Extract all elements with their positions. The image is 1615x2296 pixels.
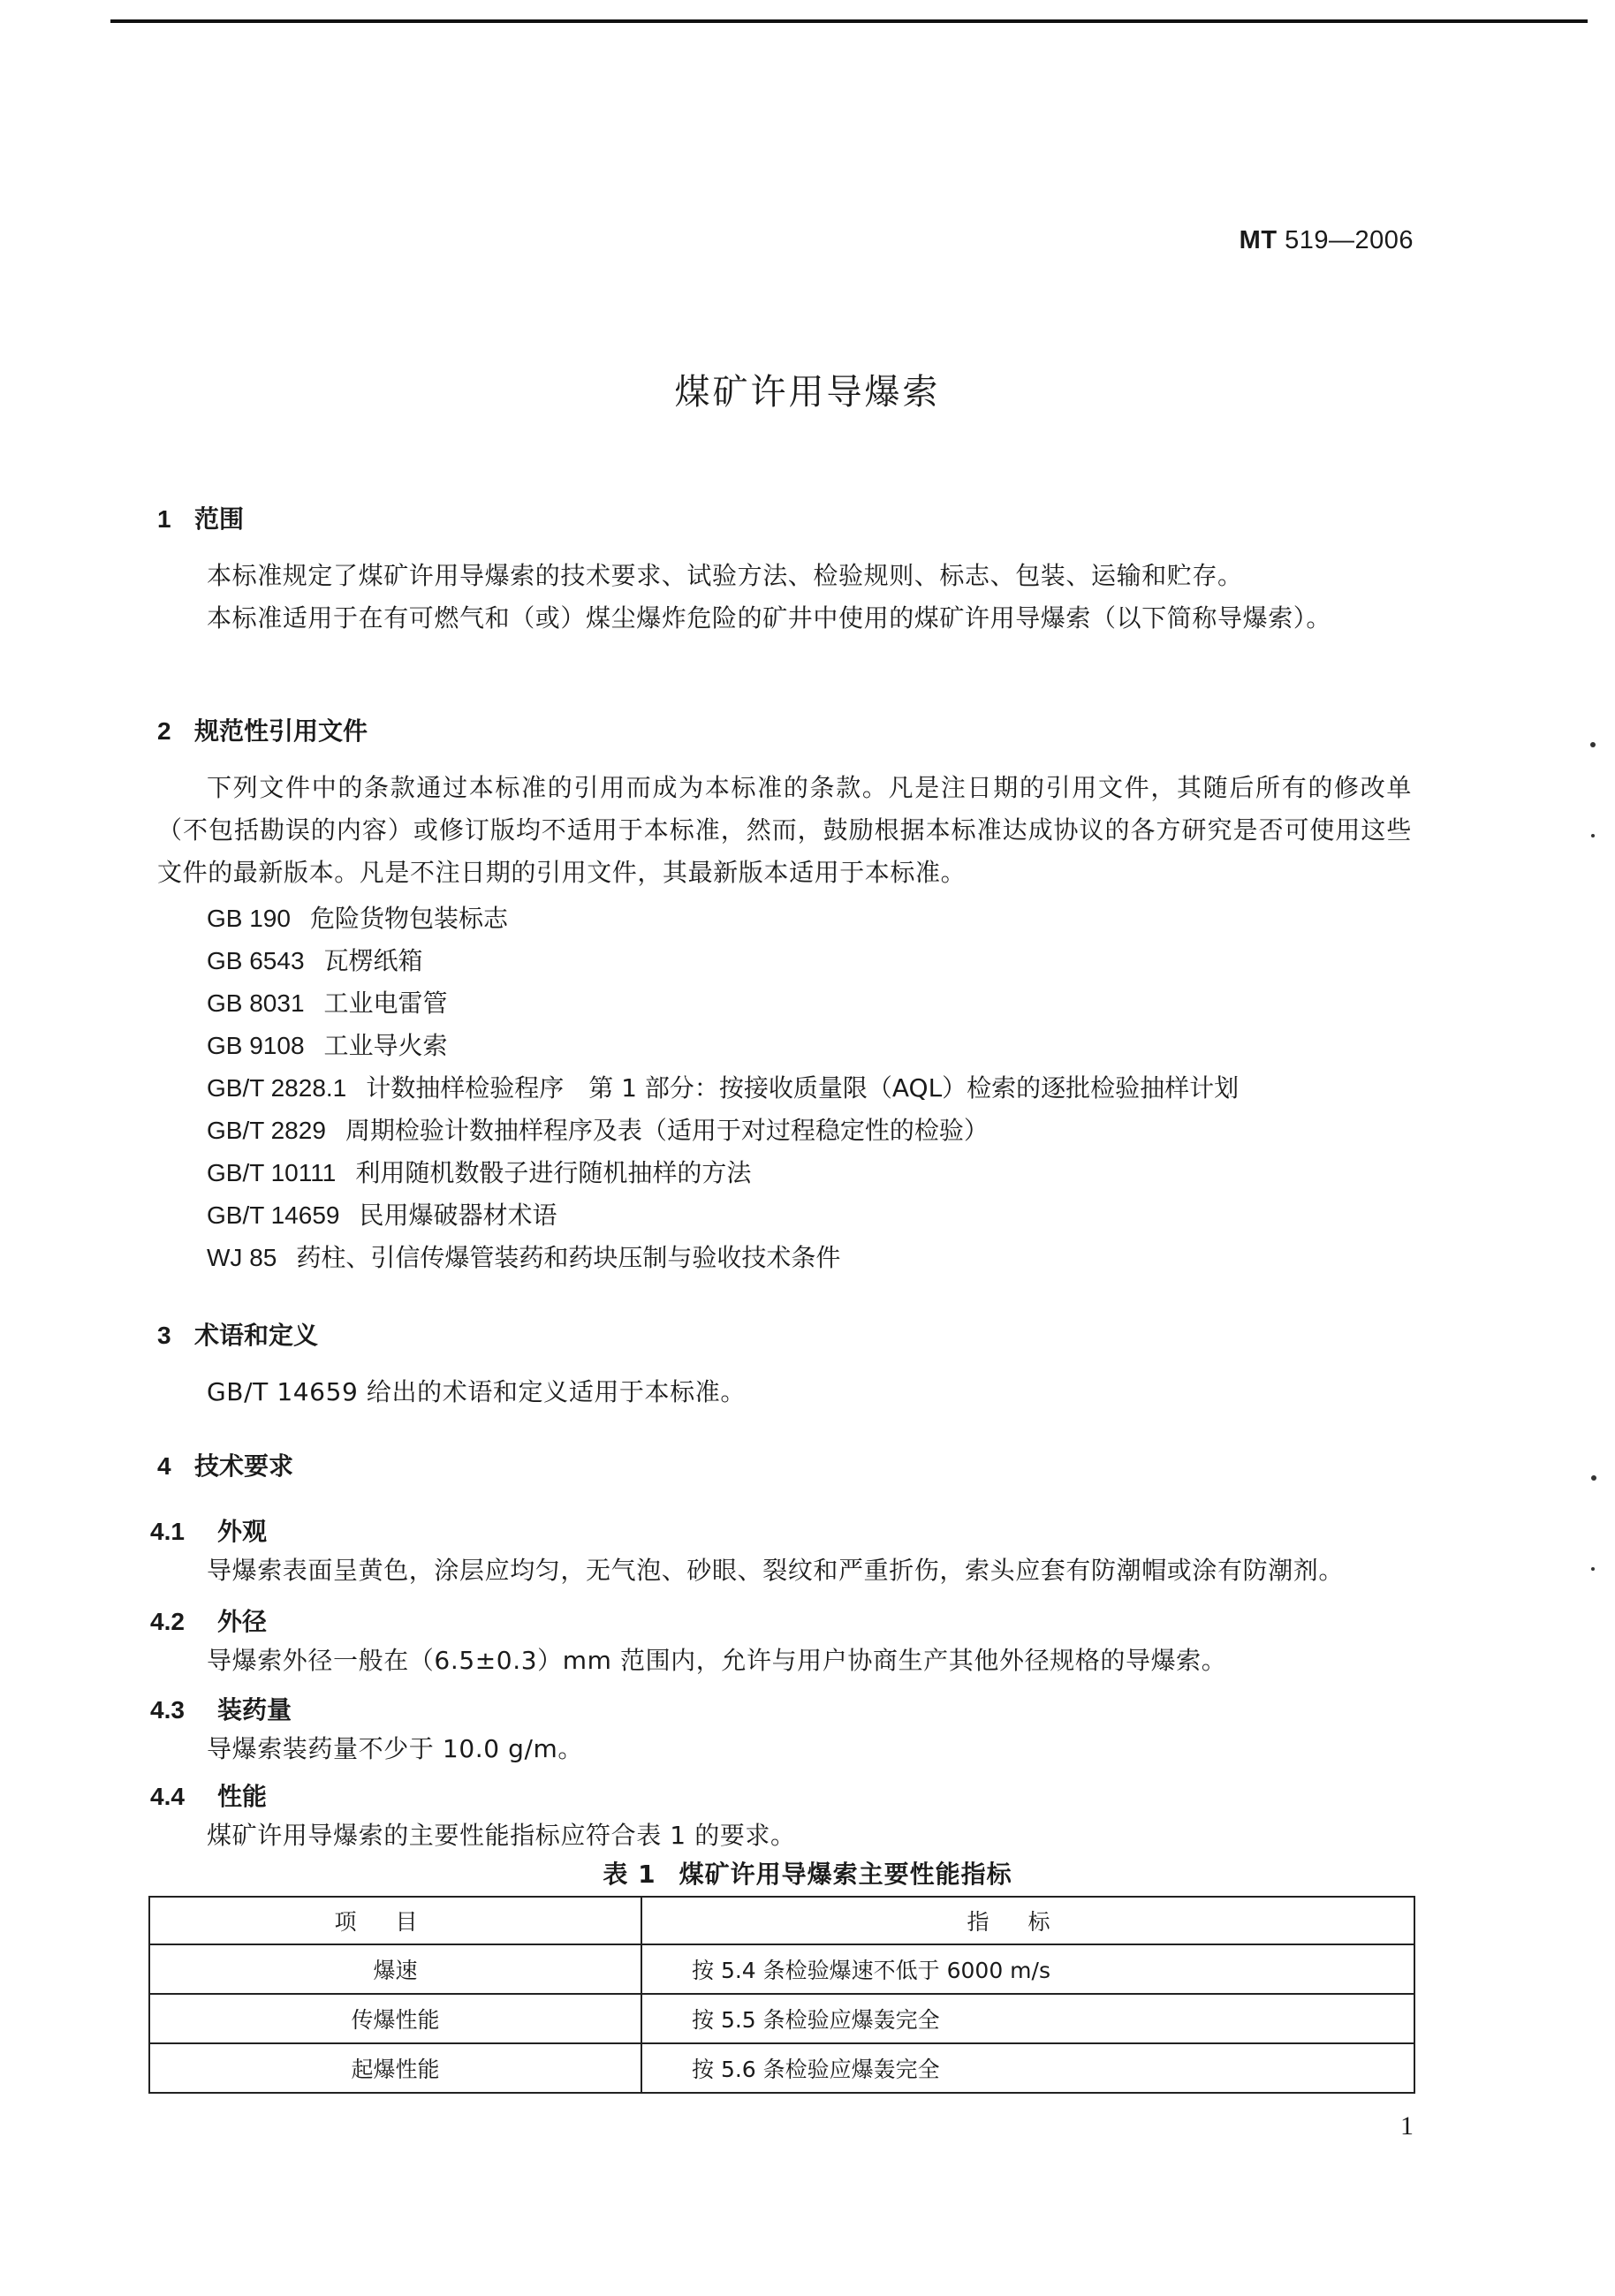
table-row <box>149 1944 1414 1994</box>
reference-item: GB/T 2828.1 计数抽样检验程序 第 1 部分：按接收质量限（AQL）检索的逐批检验抽样计划 <box>207 1073 1240 1103</box>
table-row <box>149 2043 1414 2093</box>
section-title: 术语和定义 <box>194 1321 319 1350</box>
row-item: 爆速 <box>149 1944 641 1994</box>
section-number: 3 <box>157 1322 171 1349</box>
reference-item: GB 9108 工业导火索 <box>207 1031 448 1060</box>
subsection-4-4-text: 煤矿许用导爆索的主要性能指标应符合表 1 的要求。 <box>207 1821 796 1850</box>
row-index: 按 5.6 条检验应爆轰完全 <box>641 2043 1414 2093</box>
subsection-4-2-heading: 4.2 外径 <box>150 1607 268 1636</box>
table-title: 煤矿许用导爆索主要性能指标 <box>679 1860 1012 1889</box>
reference-item: GB/T 14659 民用爆破器材术语 <box>207 1201 557 1230</box>
section-3-paragraph-1: GB/T 14659 给出的术语和定义适用于本标准。 <box>207 1377 746 1406</box>
row-index: 按 5.4 条检验爆速不低于 6000 m/s <box>641 1944 1414 1994</box>
reference-item: GB/T 10111 利用随机数骰子进行随机抽样的方法 <box>207 1158 752 1187</box>
section-3-heading <box>157 1316 318 1352</box>
subsection-4-3-text: 导爆索装药量不少于 10.0 g/m。 <box>207 1734 584 1763</box>
section-2-paragraph-1: 下列文件中的条款通过本标准的引用而成为本标准的条款。凡是注日期的引用文件，其随后所有的修改单（不包括勘误的内容）或修订版均不适用于本标准，然而，鼓励根据本标准达成协议的各方研究是否可使用这些文件的最新版本。凡是不注日期的引用文件，其最新版本适用于本标准。 <box>157 773 1412 887</box>
reference-item: GB 6543 瓦楞纸箱 <box>207 946 423 975</box>
scan-speck <box>1590 742 1596 747</box>
section-number: 2 <box>157 717 171 745</box>
scan-speck <box>1591 1567 1595 1571</box>
reference-item: WJ 85 药柱、引信传爆管装药和药块压制与验收技术条件 <box>207 1243 841 1272</box>
standard-number: 519—2006 <box>1285 226 1414 254</box>
section-1-paragraph-1: 本标准规定了煤矿许用导爆索的技术要求、试验方法、检验规则、标志、包装、运输和贮存。 <box>207 561 1243 590</box>
standard-prefix: MT <box>1239 226 1278 254</box>
section-number: 1 <box>157 505 171 533</box>
subsection-4-1-heading: 4.1 外观 <box>150 1517 268 1546</box>
subsection-4-4-heading: 4.4 性能 <box>150 1782 268 1811</box>
subsection-4-1-text: 导爆索表面呈黄色，涂层应均匀，无气泡、砂眼、裂纹和严重折伤，索头应套有防潮帽或涂有防潮剂。 <box>207 1556 1345 1585</box>
section-1-heading <box>157 500 244 535</box>
row-item: 传爆性能 <box>149 1994 641 2043</box>
header-rule <box>110 19 1588 23</box>
section-2-heading <box>157 712 368 747</box>
table-number: 表 1 <box>603 1860 656 1889</box>
document-title: 煤矿许用导爆索 <box>674 372 941 413</box>
row-index: 按 5.5 条检验应爆轰完全 <box>641 1994 1414 2043</box>
section-title: 范围 <box>194 504 245 534</box>
reference-item: GB 190 危险货物包装标志 <box>207 904 508 933</box>
scan-speck <box>1591 834 1595 837</box>
section-title: 规范性引用文件 <box>194 716 368 746</box>
subsection-4-2-text: 导爆索外径一般在（6.5±0.3）mm 范围内，允许与用户协商生产其他外径规格的导爆索。 <box>207 1646 1227 1675</box>
section-4-heading <box>157 1447 293 1482</box>
subsection-4-3-heading: 4.3 装药量 <box>150 1695 292 1724</box>
scan-speck <box>1591 1475 1596 1481</box>
section-1-paragraph-2: 本标准适用于在有可燃气和（或）煤尘爆炸危险的矿井中使用的煤矿许用导爆索（以下简称导爆索）。 <box>207 603 1332 633</box>
reference-item: GB/T 2829 周期检验计数抽样程序及表（适用于对过程稳定性的检验） <box>207 1116 989 1145</box>
section-title: 技术要求 <box>194 1451 294 1481</box>
performance-table <box>148 1896 1415 2094</box>
standard-code <box>1240 226 1414 255</box>
section-number: 4 <box>157 1452 171 1480</box>
table-header-row <box>149 1897 1414 1944</box>
page-number: 1 <box>1400 2111 1414 2141</box>
reference-item: GB 8031 工业电雷管 <box>207 989 448 1018</box>
column-header-index: 指标 <box>641 1897 1414 1944</box>
table-row <box>149 1994 1414 2043</box>
table-caption <box>0 1855 1615 1891</box>
row-item: 起爆性能 <box>149 2043 641 2093</box>
column-header-item: 项目 <box>149 1897 641 1944</box>
